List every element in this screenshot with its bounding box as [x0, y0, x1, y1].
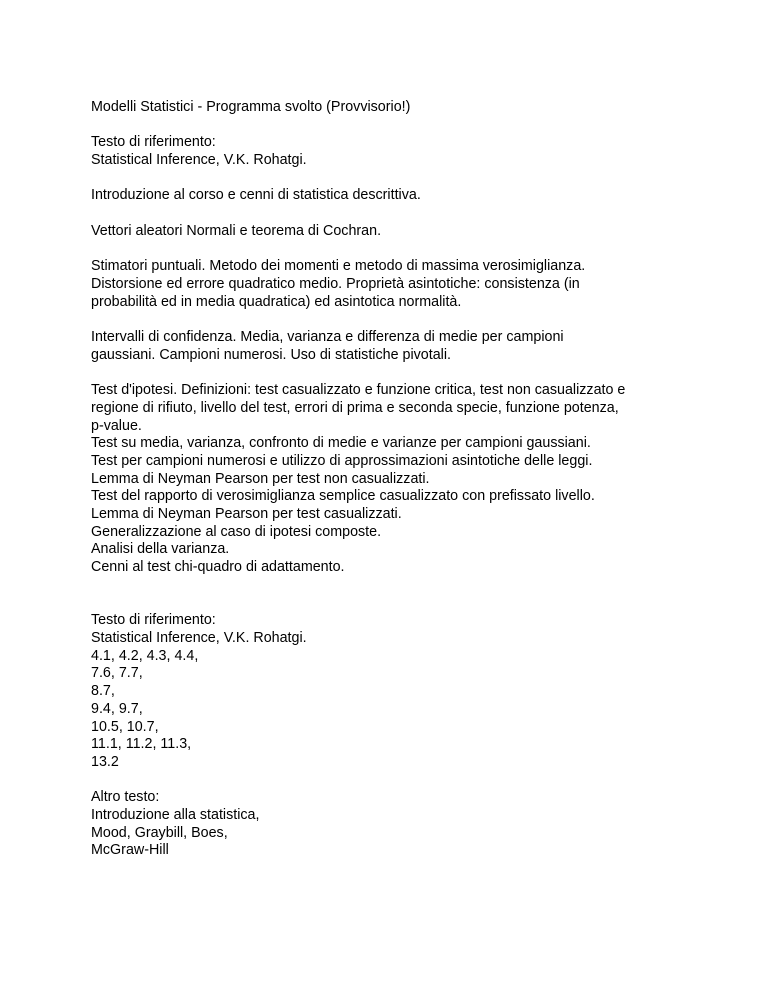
- tests-line: Generalizzazione al caso di ipotesi composte.: [91, 523, 382, 540]
- chapter-list-item: 8.7,: [91, 683, 115, 700]
- intro-paragraph: [91, 187, 751, 205]
- tests-line: Test su media, varianza, confronto di medie e varianze per campioni gaussiani.: [91, 435, 591, 452]
- cochran-paragraph: [91, 223, 751, 241]
- tests-line: Cenni al test chi-quadro di adattamento.: [91, 559, 345, 576]
- chapter-list-item: 9.4, 9.7,: [91, 700, 143, 717]
- other-text-line: Introduzione alla statistica,: [91, 807, 260, 823]
- other-text-line: Mood, Graybill, Boes,: [91, 824, 228, 841]
- estimators-line: Stimatori puntuali. Metodo dei momenti e metodo di massima verosimiglianza.: [91, 258, 586, 275]
- estimators-line: probabilità ed in media quadratica) ed asintotica normalità.: [91, 293, 462, 310]
- estimators-paragraph: [91, 258, 751, 311]
- tests-line: Test d'ipotesi. Definizioni: test casualizzato e funzione critica, test non casualizzato e: [91, 382, 626, 399]
- chapters-book: Statistical Inference, V.K. Rohatgi.: [91, 629, 307, 646]
- intro-line: Introduzione al corso e cenni di statistica descrittiva.: [91, 187, 421, 204]
- confidence-paragraph: [91, 329, 751, 364]
- confidence-line: gaussiani. Campioni numerosi. Uso di statistiche pivotali.: [91, 346, 451, 363]
- reference-text-block: [91, 134, 751, 169]
- chapters-heading: Testo di riferimento:: [91, 612, 216, 629]
- tests-line: Lemma di Neyman Pearson per test non casualizzati.: [91, 470, 430, 487]
- estimators-line: Distorsione ed errore quadratico medio. Proprietà asintotiche: consistenza (in: [91, 275, 580, 292]
- document-page: [91, 99, 751, 878]
- tests-line: regione di rifiuto, livello del test, errori di prima e seconda specie, funzione potenza,: [91, 399, 619, 416]
- reference-book: Statistical Inference, V.K. Rohatgi.: [91, 152, 307, 169]
- chapters-paragraph: [91, 612, 751, 771]
- tests-line: Test del rapporto di verosimiglianza semplice casualizzato con prefissato livello.: [91, 488, 595, 505]
- document-title: Modelli Statistici - Programma svolto (Provvisorio!): [91, 99, 411, 115]
- chapter-list-item: 13.2: [91, 753, 119, 770]
- chapter-list-item: 4.1, 4.2, 4.3, 4.4,: [91, 647, 199, 664]
- reference-heading: Testo di riferimento:: [91, 134, 216, 151]
- other-text-heading: Altro testo:: [91, 789, 160, 806]
- other-text-line: McGraw-Hill: [91, 842, 169, 859]
- confidence-line: Intervalli di confidenza. Media, varianza e differenza di medie per campioni: [91, 329, 564, 346]
- tests-line: Lemma di Neyman Pearson per test casualizzati.: [91, 506, 402, 523]
- tests-line: Analisi della varianza.: [91, 541, 230, 558]
- tests-paragraph: [91, 382, 751, 577]
- tests-line: p-value.: [91, 417, 142, 434]
- chapter-list-item: 10.5, 10.7,: [91, 718, 159, 735]
- tests-line: Test per campioni numerosi e utilizzo di approssimazioni asintotiche delle leggi.: [91, 452, 593, 469]
- cochran-line: Vettori aleatori Normali e teorema di Cochran.: [91, 222, 382, 239]
- chapter-list-item: 7.6, 7.7,: [91, 665, 143, 682]
- document-title-block: [91, 99, 751, 117]
- other-text-paragraph: [91, 789, 751, 860]
- chapter-list-item: 11.1, 11.2, 11.3,: [91, 736, 192, 753]
